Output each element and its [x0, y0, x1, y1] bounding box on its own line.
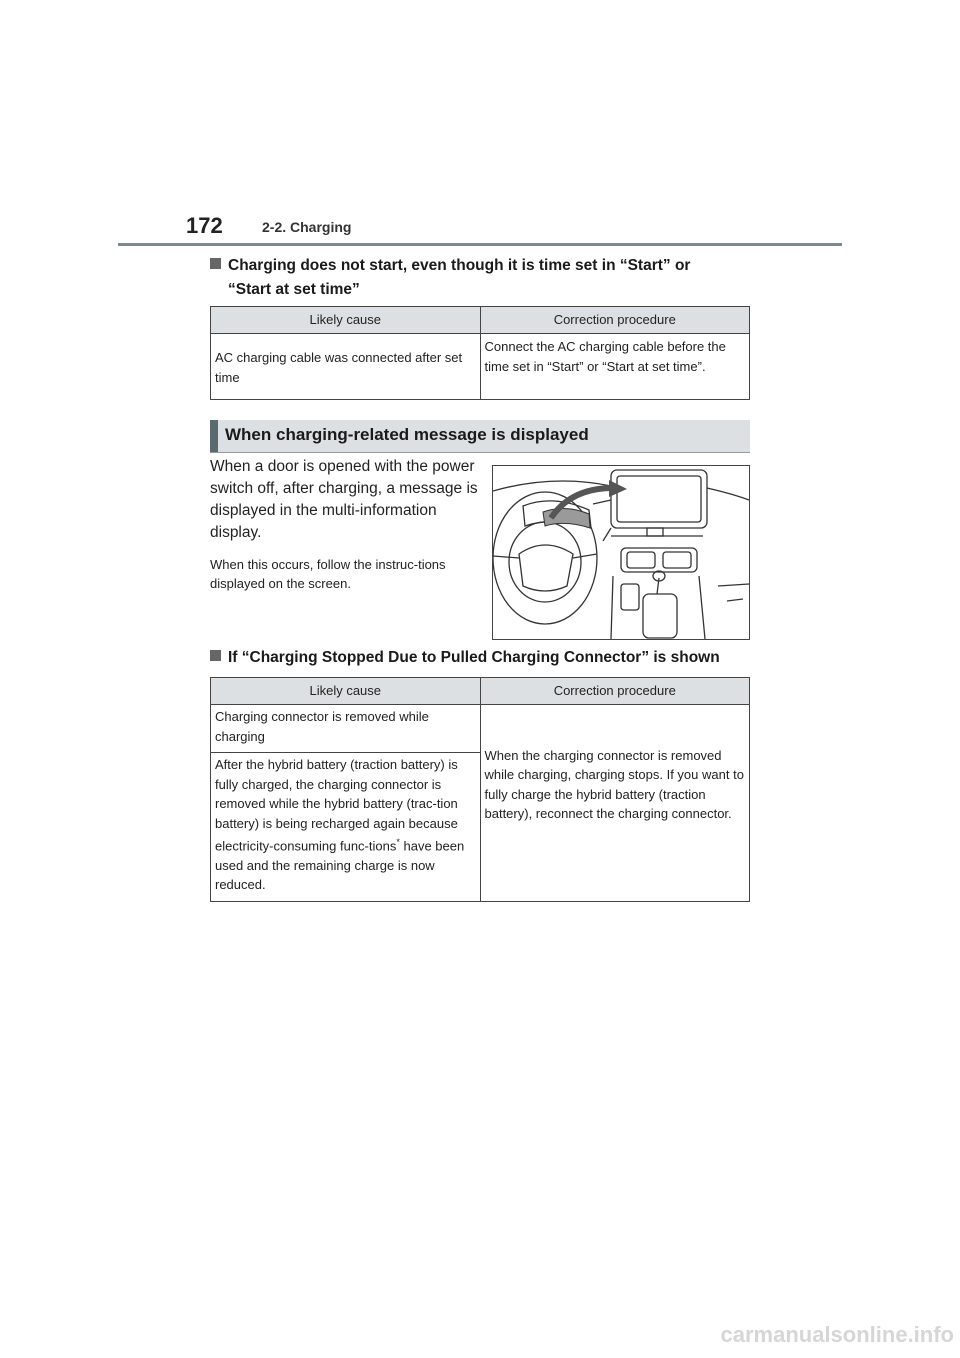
square-bullet-icon: [210, 650, 221, 661]
column-header-cause: Likely cause: [211, 307, 481, 334]
section-title: When charging-related message is displayed: [225, 425, 589, 444]
subheading-line1: Charging does not start, even though it is time set in “Start” or: [228, 257, 691, 274]
footnote-marker: *: [396, 837, 400, 847]
table-charging-stopped: [210, 677, 750, 902]
column-header-cause: Likely cause: [211, 678, 481, 705]
header-divider: [118, 243, 842, 246]
cell-procedure: Connect the AC charging cable before the time set in “Start” or “Start at set time”.: [480, 334, 750, 400]
section-heading-bar: [210, 420, 750, 453]
table-row: [211, 334, 750, 400]
watermark: carmanualsonline.info: [720, 1322, 954, 1347]
column-header-procedure: Correction procedure: [480, 678, 750, 705]
cell-cause: Charging connector is removed while charging: [211, 705, 481, 753]
subheading-charging-not-start: [210, 254, 770, 302]
table-row: [211, 705, 750, 753]
note-paragraph: When this occurs, follow the instruc-tions displayed on the screen.: [210, 557, 446, 591]
steering-display-drawing: [493, 466, 749, 639]
page-number: 172: [186, 213, 223, 238]
square-bullet-icon: [210, 258, 221, 269]
cause-text-cont: have been used and the remaining charge is now reduced.: [215, 838, 465, 893]
subheading-line2: “Start at set time”: [228, 281, 360, 298]
section-label: 2-2. Charging: [262, 219, 352, 235]
cause-text: After the hybrid battery (traction battery) is fully charged, the charging connector is removed while the hybrid battery (trac-tion battery) is being recharged again because electricity-consuming func-tions: [215, 757, 458, 854]
table-charging-not-start: [210, 306, 750, 400]
subheading-charging-stopped: [210, 646, 770, 670]
cell-cause: [211, 753, 481, 902]
cell-cause: AC charging cable was connected after set time: [211, 334, 481, 400]
body-paragraph: When a door is opened with the power switch off, after charging, a message is displayed in the multi-information display.: [210, 458, 478, 541]
column-header-procedure: Correction procedure: [480, 307, 750, 334]
cell-procedure: When the charging connector is removed while charging, charging stops. If you want to fully charge the hybrid battery (traction battery), reconnect the charging connector.: [480, 705, 750, 902]
subheading-text: If “Charging Stopped Due to Pulled Charging Connector” is shown: [228, 649, 720, 666]
heading-accent: [210, 420, 218, 452]
dashboard-illustration: [492, 465, 750, 640]
